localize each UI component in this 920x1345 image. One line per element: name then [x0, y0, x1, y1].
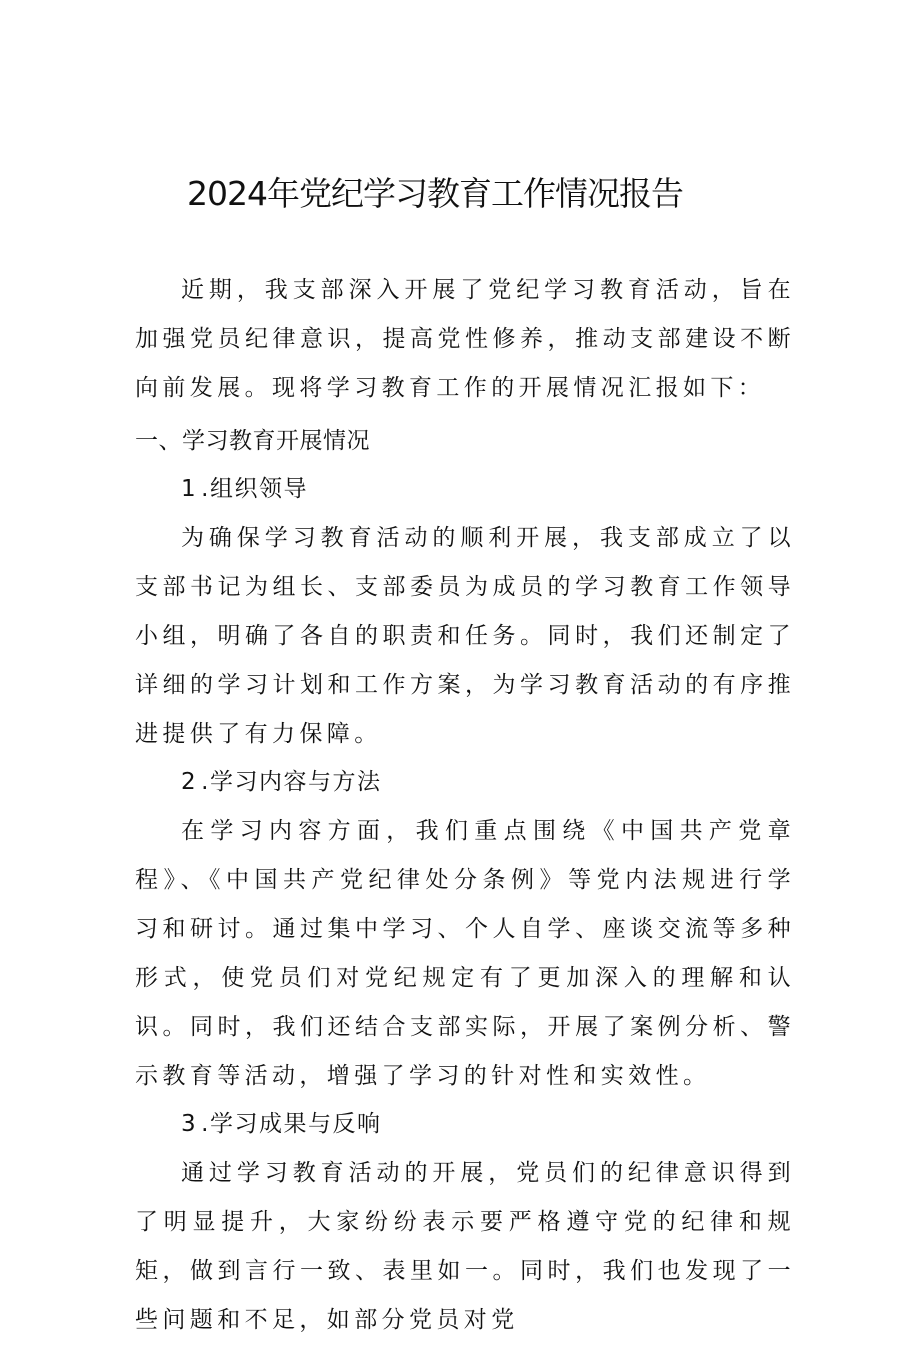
document-title: 2024年党纪学习教育工作情况报告	[187, 174, 683, 213]
subsection-heading-1	[135, 466, 795, 512]
subsection-paragraph-2: 在学习内容方面，我们重点围绕《中国共产党章程》、《中国共产党纪律处分条例》等党内法规进行学习和研讨。通过集中学习、个人自学、座谈交流等多种形式，使党员们对党纪规定有了更加深入的理解和认识。同时，我们还结合支部实际，开展了案例分析、警示教育等活动，增强了学习的针对性和实效性。	[135, 818, 795, 1089]
subsection-heading-3	[135, 1101, 795, 1147]
subsection-heading-2	[135, 759, 795, 805]
section-heading: 一、学习教育开展情况	[135, 428, 370, 454]
intro-paragraph: 近期，我支部深入开展了党纪学习教育活动，旨在加强党员纪律意识，提高党性修养，推动支部建设不断向前发展。现将学习教育工作的开展情况汇报如下：	[135, 277, 795, 401]
subsection-label: .组织领导	[201, 476, 308, 502]
document-body	[135, 266, 795, 1345]
subsection-paragraph-3: 通过学习教育活动的开展，党员们的纪律意识得到了明显提升，大家纷纷表示要严格遵守党的纪律和规矩，做到言行一致、表里如一。同时，我们也发现了一些问题和不足，如部分党员对党	[135, 1160, 795, 1333]
subsection-paragraph-1: 为确保学习教育活动的顺利开展，我支部成立了以支部书记为组长、支部委员为成员的学习教育工作领导小组，明确了各自的职责和任务。同时，我们还制定了详细的学习计划和工作方案，为学习教育活动的有序推进提供了有力保障。	[135, 525, 795, 747]
subsection-number: 3	[181, 1111, 198, 1137]
subsection-label: .学习成果与反响	[201, 1111, 382, 1137]
subsection-number: 2	[181, 769, 198, 795]
subsection-number: 1	[181, 476, 198, 502]
subsection-label: .学习内容与方法	[201, 769, 382, 795]
